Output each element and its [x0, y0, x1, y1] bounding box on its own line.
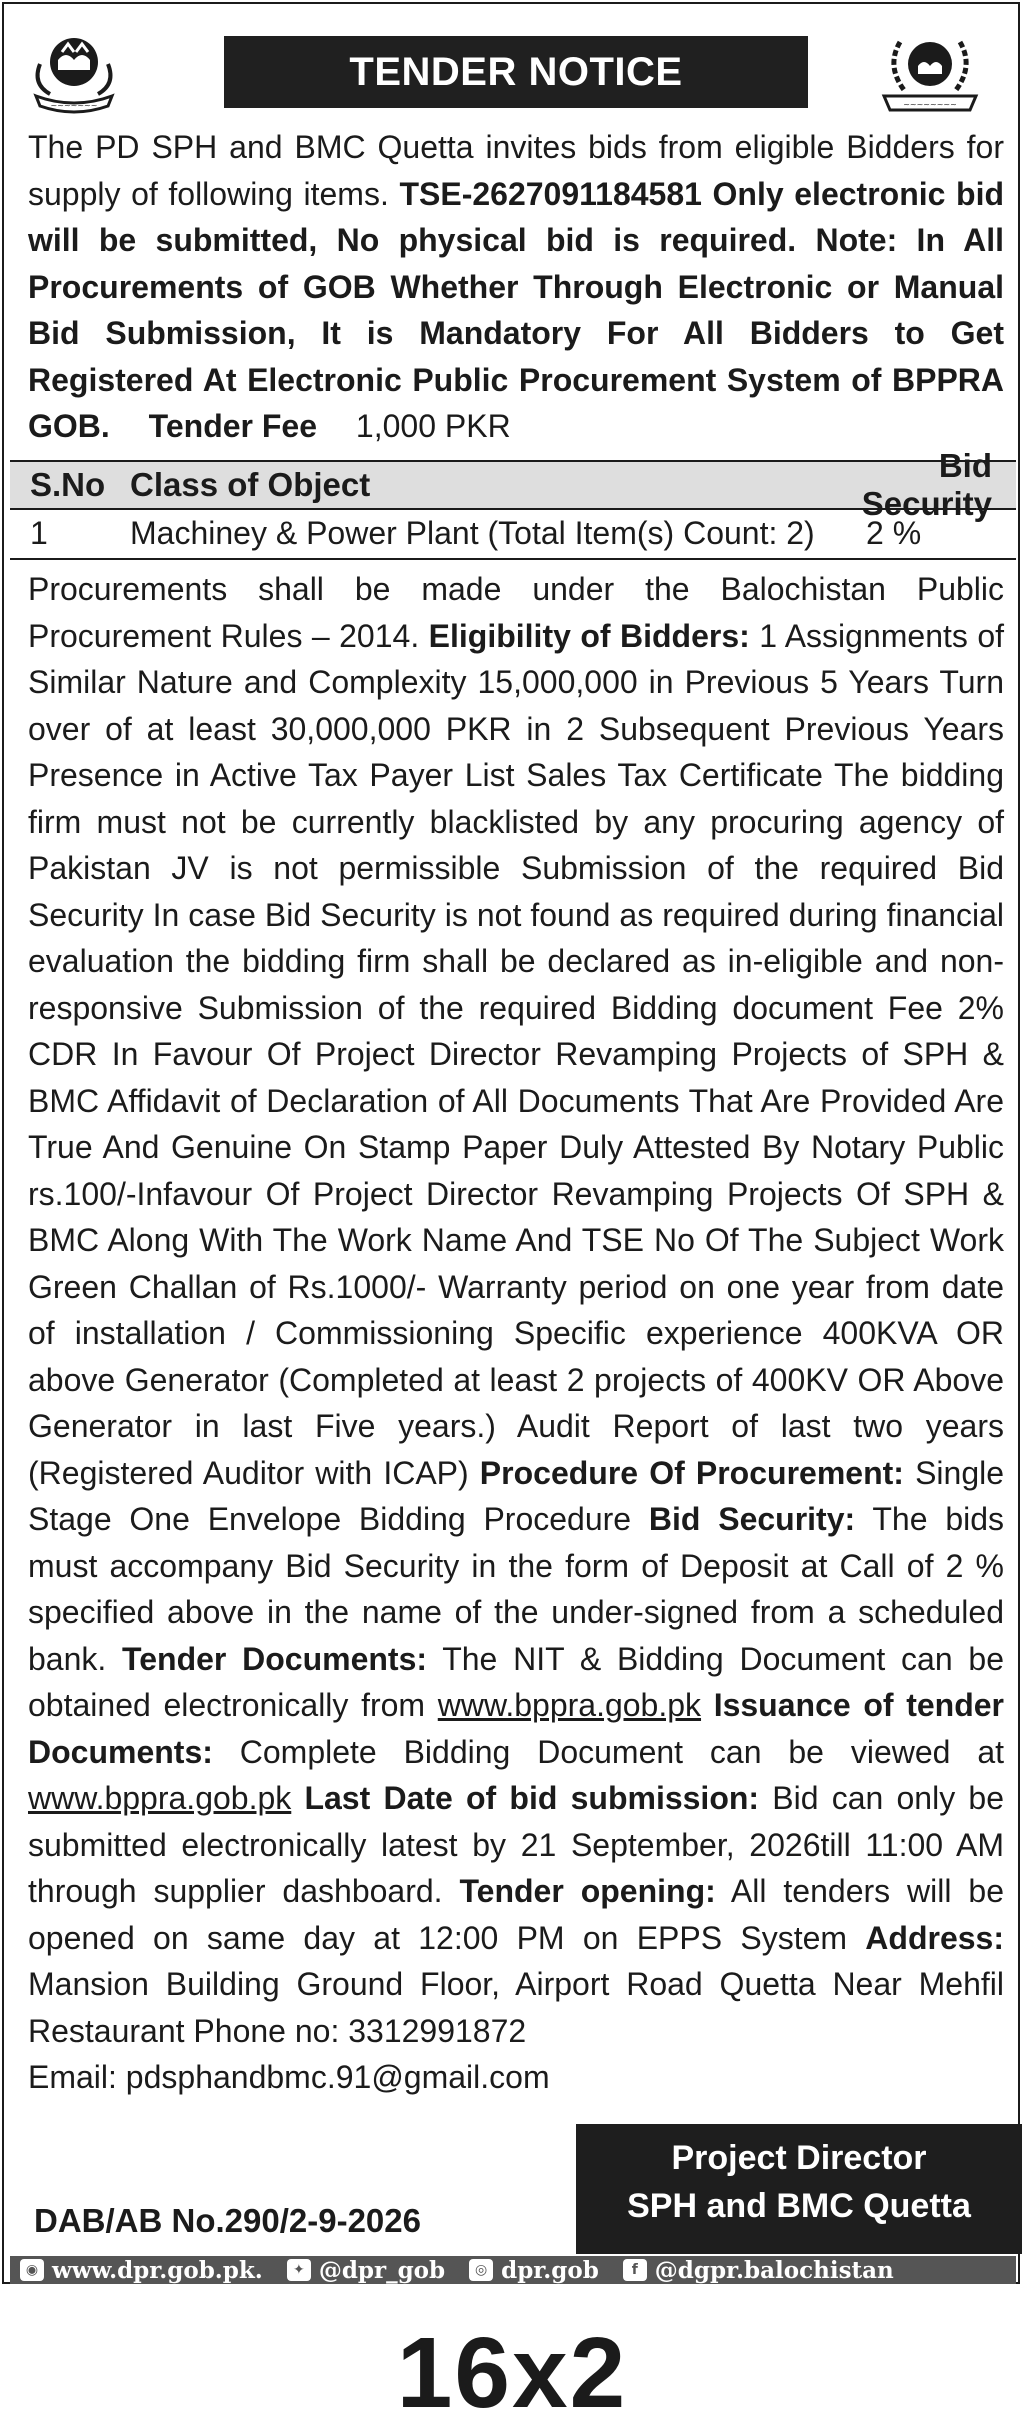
bid-security-label: Bid Security:: [648, 1501, 856, 1537]
issuance-text: Complete Bidding Document can be viewed at: [212, 1733, 1004, 1770]
header-sno: S.No: [30, 466, 106, 503]
header-bid-security: Bid Security: [861, 447, 992, 522]
svg-text:~~~~~~~~: ~~~~~~~~: [903, 100, 957, 109]
row-sno: 1: [30, 514, 48, 551]
dab-number: DAB/AB No.290/2-9-2026: [34, 2202, 421, 2239]
last-date-text: Bid can only be submitted electronically latest by 21 September, 2026till 11:00 AM through supplier dashboard.: [28, 1780, 1005, 1909]
intro-text: The PD SPH and BMC Quetta invites bids from eligible Bidders for supply of following items.: [28, 129, 1004, 212]
procedure-label: Procedure Of Procurement:: [479, 1454, 904, 1491]
signature-block: [576, 2124, 1022, 2254]
footer-website-text: www.dpr.gob.pk.: [52, 2256, 263, 2284]
notice-header: [4, 4, 1018, 122]
email-line: Email: pdsphandbmc.91@gmail.com: [28, 2059, 550, 2095]
main-paragraph: [28, 566, 1004, 2101]
instagram-icon: ◎: [469, 2259, 493, 2281]
tse-notice-text: TSE-2627091184581 Only electronic bid will be submitted, No physical bid is required. Note: In All Procurements of GOB Whether Through Electronic or Manual Bid Submission, It is Mandatory For All Bidders to Get Registered At Electronic Public Procurement System of BPPRA GOB.: [28, 175, 1005, 444]
signature-office: SPH and BMC Quetta: [627, 2187, 971, 2225]
procurement-rules-text: Procurements shall be made under the Balochistan Public Procurement Rules – 2014.: [28, 571, 1004, 654]
eligibility-label: Eligibility of Bidders:: [428, 617, 750, 654]
svg-text:~~~~~~~: ~~~~~~~: [50, 101, 98, 110]
dpr-wreath-emblem-icon: [870, 22, 990, 124]
items-table-header: [10, 447, 1016, 522]
notice-title: TENDER NOTICE: [224, 36, 808, 108]
bppra-link-2[interactable]: www.bppra.gob.pk: [28, 1780, 292, 1816]
tender-fee-value: 1,000 PKR: [355, 408, 511, 444]
eligibility-text: 1 Assignments of Similar Nature and Complexity 15,000,000 in Previous 5 Years Turn over of at least 30,000,000 PKR in 2 Subsequent Previous Years Presence in Active Tax Payer List Sales Tax Certificate The bidding firm must not be currently blacklisted by any procuring agency of Pakistan JV is not permissible Submission of the required Bid Security In case Bid Security is not found as required during financial evaluation the bidding firm shall be declared as in-eligible and non-responsive Submission of the required Bidding document Fee 2% CDR In Favour Of Project Director Revamping Projects of SPH & BMC Affidavit of Declaration of All Documents That Are Provided Are True And Genuine On Stamp Paper Duly Attested By Notary Public rs.100/-Infavour Of Project Director Revamping Projects Of SPH & BMC Along With The Work Name And TSE No Of The Subject Work Green Challan of Rs.1000/- Warranty period on one year from date of installation / Commissioning Specific experience 400KVA OR above Generator (Completed at least 2 projects of 400KV OR Above Generator in last Five years.) Audit Report of last two years (Registered Auditor with ICAP): [28, 617, 1005, 1491]
issuance-label: Issuance of tender Documents:: [28, 1687, 1005, 1770]
tender-fee-label: Tender Fee: [148, 408, 318, 444]
balochistan-emblem-icon: [18, 22, 130, 126]
globe-icon: ◉: [20, 2259, 44, 2281]
footer-twitter-text: @dpr_gob: [318, 2256, 446, 2284]
address-text: Mansion Building Ground Floor, Airport Road Quetta Near Mehfil Restaurant Phone no: 3312991872: [28, 1966, 1004, 2049]
bppra-link-1[interactable]: www.bppra.gob.pk: [437, 1687, 702, 1723]
footer-instagram-text: dpr.gob: [501, 2256, 599, 2284]
row-object: Machiney & Power Plant (Total Item(s) Count: 2): [130, 514, 815, 551]
table-row: [10, 508, 1016, 560]
procedure-text: Single Stage One Envelope Bidding Procedure: [28, 1454, 1005, 1537]
header-class-of-object: Class of Object: [130, 466, 371, 503]
tender-notice-frame: [2, 2, 1020, 2284]
row-security: 2 %: [866, 514, 922, 551]
address-label: Address:: [865, 1919, 1004, 1956]
intro-paragraph: [28, 124, 1004, 450]
twitter-icon: ✦: [287, 2259, 311, 2281]
tender-documents-label: Tender Documents:: [122, 1640, 428, 1677]
bid-security-text: The bids must accompany Bid Security in the form of Deposit at Call of 2 % specified above in the name of the under-signed from a scheduled bank.: [28, 1501, 1005, 1677]
footer-website[interactable]: [20, 2257, 263, 2284]
footer-twitter[interactable]: [287, 2257, 445, 2284]
tender-opening-label: Tender opening:: [459, 1873, 716, 1909]
footer-facebook[interactable]: [623, 2257, 894, 2284]
tender-opening-text: All tenders will be opened on same day at 12:00 PM on EPPS System: [28, 1873, 1005, 1956]
facebook-icon: f: [623, 2259, 647, 2281]
footer-bar: [10, 2256, 1016, 2284]
footer-instagram[interactable]: [469, 2257, 599, 2284]
last-date-label: Last Date of bid submission:: [291, 1780, 760, 1816]
signature-title: Project Director: [671, 2139, 927, 2177]
tender-documents-text: The NIT & Bidding Document can be obtained electronically from: [28, 1640, 1005, 1723]
footer-facebook-text: @dgpr.balochistan: [654, 2256, 894, 2284]
ad-size-label: 16x2: [396, 2317, 628, 2429]
